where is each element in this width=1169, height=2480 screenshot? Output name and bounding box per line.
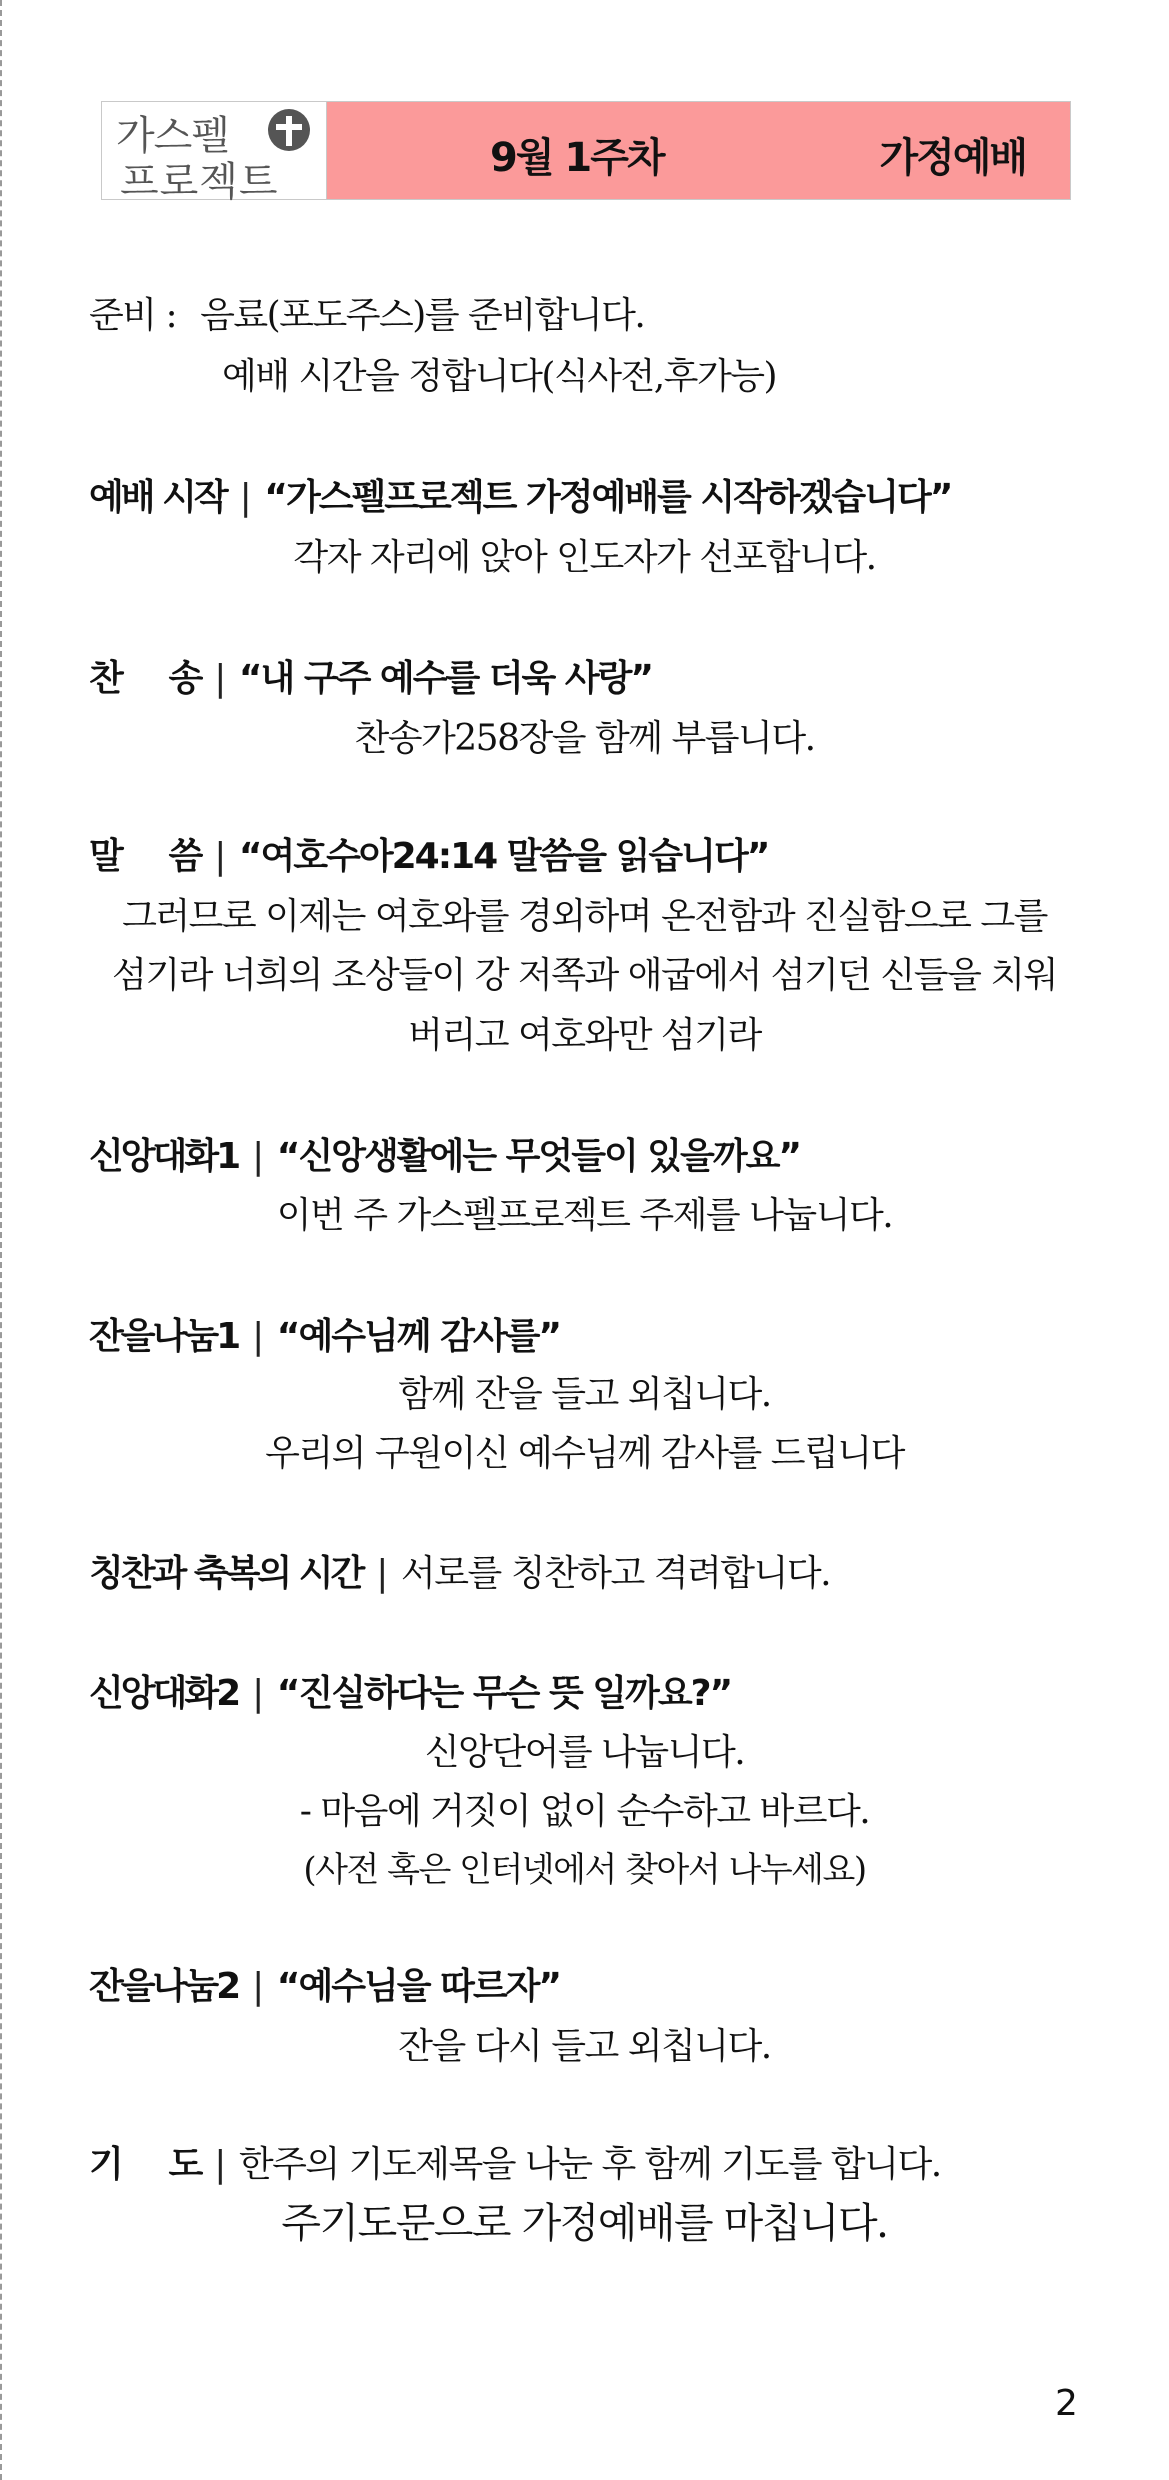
start-heading — [89, 474, 951, 522]
hymn-sep: | — [214, 658, 225, 699]
prep-line2: 예배 시간을 정합니다(식사전,후가능) — [222, 356, 777, 397]
start-label: 예배 시작 — [89, 477, 226, 518]
hymn-line1: 찬송가258장을 함께 부릅니다. — [354, 718, 815, 759]
word-line3: 버리고 여호와만 섬기라 — [408, 1015, 761, 1056]
cross-icon — [268, 109, 310, 151]
hymn-label: 찬 송 — [89, 658, 201, 699]
hymn-quote: “내 구주 예수를 더욱 사랑” — [238, 658, 653, 699]
cup2-quote: “예수님을 따르자” — [276, 1966, 561, 2007]
logo-line2: 프로젝트 — [120, 159, 279, 205]
prep-line1: 음료(포도주스)를 준비합니다. — [200, 295, 645, 336]
talk1-heading — [89, 1133, 800, 1181]
praise-sep: | — [376, 1553, 387, 1594]
word-line2: 섬기라 너희의 조상들이 강 저쪽과 애굽에서 섬기던 신들을 치워 — [112, 955, 1057, 996]
prayer-line1: 주기도문으로 가정예배를 마칩니다. — [281, 2199, 888, 2247]
cup1-line1: 함께 잔을 들고 외칩니다. — [398, 1374, 771, 1415]
talk2-sep: | — [252, 1673, 263, 1714]
cup1-sep: | — [252, 1316, 263, 1357]
talk1-line1: 이번 주 가스펠프로젝트 주제를 나눕니다. — [276, 1195, 893, 1236]
page-number: 2 — [1055, 2383, 1078, 2424]
cup2-line1: 잔을 다시 들고 외칩니다. — [398, 2026, 771, 2067]
start-sep: | — [239, 477, 251, 518]
cup1-label: 잔을나눔1 — [89, 1316, 239, 1357]
praise-text: 서로를 칭찬하고 격려합니다. — [400, 1553, 831, 1594]
title-band — [327, 102, 1070, 199]
cup2-heading — [89, 1963, 560, 2011]
talk2-line1: 신앙단어를 나눕니다. — [424, 1732, 745, 1773]
talk1-quote: “신앙생활에는 무엇들이 있을까요” — [276, 1136, 801, 1177]
cup1-line2: 우리의 구원이신 예수님께 감사를 드립니다 — [265, 1433, 904, 1474]
week-label: 9월 1주차 — [490, 135, 664, 181]
prep-label: 준비 : — [89, 295, 177, 336]
start-line1: 각자 자리에 앉아 인도자가 선포합니다. — [293, 537, 876, 578]
talk2-label: 신앙대화2 — [89, 1673, 239, 1714]
talk1-sep: | — [252, 1136, 263, 1177]
talk2-quote: “진실하다는 무슨 뜻 일까요?” — [276, 1673, 732, 1714]
talk1-label: 신앙대화1 — [89, 1136, 239, 1177]
word-line1: 그러므로 이제는 여호와를 경외하며 온전함과 진실함으로 그를 — [122, 896, 1047, 937]
prayer-label: 기 도 — [89, 2144, 201, 2185]
talk2-line2: - 마음에 거짓이 없이 순수하고 바르다. — [299, 1791, 870, 1832]
gospel-project-logo — [102, 102, 327, 205]
talk2-line3: (사전 혹은 인터넷에서 찾아서 나누세요) — [303, 1850, 866, 1890]
word-heading — [89, 833, 768, 881]
prayer-heading — [89, 2141, 941, 2189]
prayer-sep: | — [214, 2144, 225, 2185]
prayer-text: 한주의 기도제목을 나눈 후 함께 기도를 합니다. — [238, 2144, 941, 2185]
word-quote: “여호수아24:14 말씀을 읽습니다” — [238, 836, 769, 877]
word-label: 말 씀 — [89, 836, 201, 877]
cup2-label: 잔을나눔2 — [89, 1966, 239, 2007]
cup1-heading — [89, 1313, 560, 1361]
service-kind: 가정예배 — [879, 135, 1026, 181]
praise-heading — [89, 1550, 830, 1598]
logo-line1: 가스펠 — [116, 113, 229, 159]
cup1-quote: “예수님께 감사를” — [276, 1316, 561, 1357]
talk2-heading — [89, 1670, 731, 1718]
word-sep: | — [214, 836, 225, 877]
start-quote: “가스펠프로젝트 가정예배를 시작하겠습니다” — [264, 477, 952, 518]
praise-label: 칭찬과 축복의 시간 — [89, 1553, 363, 1594]
hymn-heading — [89, 655, 652, 703]
cup2-sep: | — [252, 1966, 263, 2007]
header-banner — [101, 101, 1071, 205]
prep-line — [89, 292, 644, 340]
binding-dashed-line — [0, 0, 2, 2480]
